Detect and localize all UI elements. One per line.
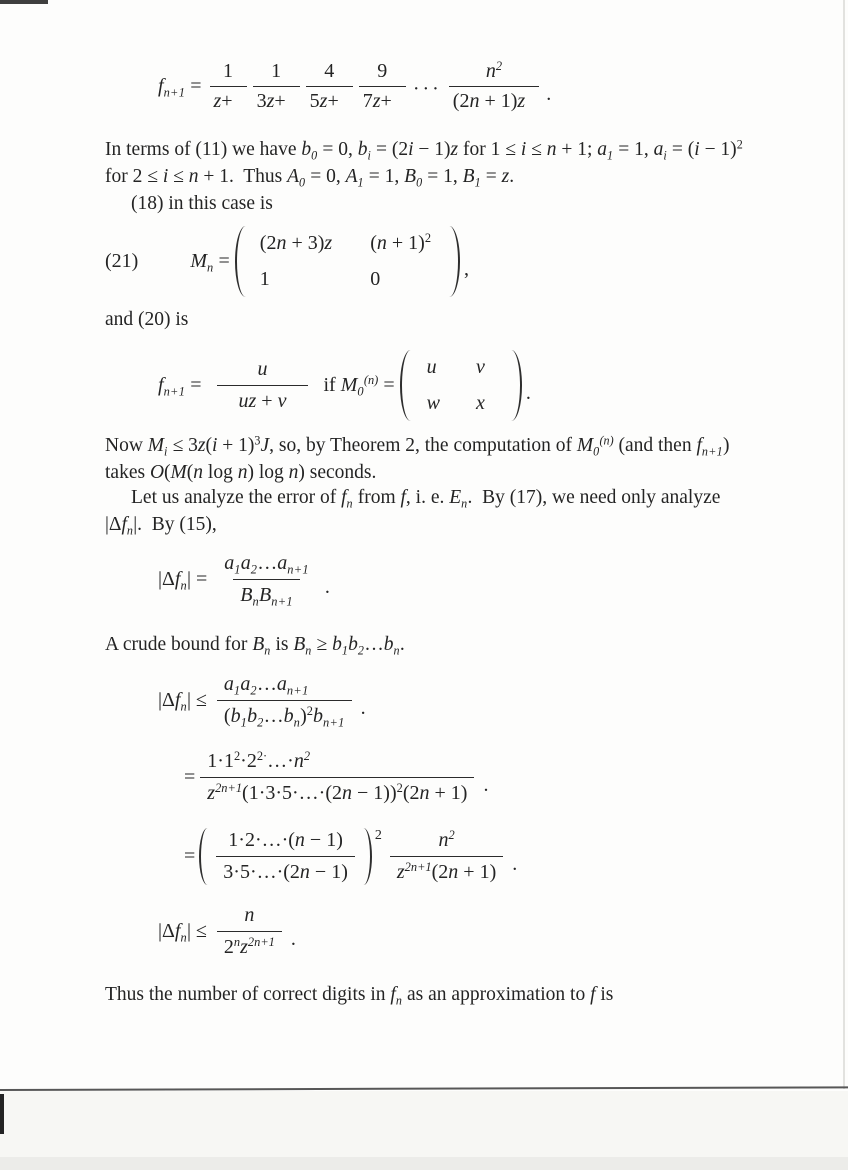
fraction bbox=[217, 903, 282, 960]
right-paren bbox=[445, 226, 460, 297]
fraction-denominator: $B_nB_{n+1}$ bbox=[233, 579, 300, 608]
fraction-denominator: $z^{2n+1}(1\cdot 3\cdot 5\cdot\dots\cdot(2n - 1))^2(2n + 1)$ bbox=[200, 777, 474, 806]
equation-lhs: $M_n$ = bbox=[190, 250, 235, 275]
paragraph-and-20 bbox=[105, 306, 188, 333]
equation-lhs: = bbox=[184, 766, 196, 788]
matrix-cell: (2n + 3)z bbox=[259, 232, 333, 254]
fraction-term-1 bbox=[210, 60, 247, 113]
matrix bbox=[235, 226, 460, 297]
paragraph-line: and (20) is bbox=[105, 309, 189, 330]
paragraph-line: Let us analyze the error of $f_n$ from f, i. e. $E_n$. By (17), we need only analyze bbox=[131, 487, 721, 511]
page-right-edge-line bbox=[843, 0, 845, 1089]
right-paren bbox=[507, 350, 522, 421]
fraction-numerator: $n^2$ bbox=[438, 828, 455, 851]
matrix-cell: u bbox=[426, 356, 437, 378]
paragraph-line: A crude bound for $B_n$ is $B_n$ ≥ $b_1b_2\dots b_n$. bbox=[105, 634, 405, 658]
fraction-numerator: u bbox=[257, 358, 268, 380]
matrix-grid bbox=[415, 350, 507, 421]
fraction-numerator: 9 bbox=[377, 60, 388, 82]
ellipsis-dots: ··· bbox=[412, 78, 442, 100]
equation-bound-3 bbox=[184, 828, 517, 885]
fraction-denominator: uz + v bbox=[217, 385, 309, 414]
fraction-numerator: 1·2·…·(n − 1) bbox=[228, 829, 343, 851]
fraction bbox=[217, 357, 309, 414]
fraction bbox=[216, 828, 355, 885]
equation-21 bbox=[105, 226, 469, 297]
equation-lhs: $|\Delta f_n|$ ≤ bbox=[158, 920, 212, 945]
matrix-cell: x bbox=[475, 392, 485, 414]
equation-lhs: $|\Delta f_n|$ = bbox=[158, 568, 213, 593]
matrix-cell: v bbox=[475, 356, 485, 378]
equation-continued-fraction bbox=[158, 60, 551, 113]
fraction bbox=[217, 551, 316, 608]
equation-20 bbox=[158, 350, 531, 421]
fraction-denominator: 3·5·…·(2n − 1) bbox=[216, 856, 355, 885]
matrix-cell: $(n + 1)^2$ bbox=[370, 231, 432, 254]
fraction-numerator: 4 bbox=[324, 60, 335, 82]
paragraph-thus bbox=[105, 981, 613, 1008]
paragraph-in-terms bbox=[105, 136, 743, 217]
fraction-numerator: $1\cdot 1^2\cdot 2^{2\cdot}\dots\cdot n^2$ bbox=[207, 749, 311, 772]
paragraph-line: In terms of (11) we have $b_0 = 0$, $b_i = (2i - 1)z$ for 1 ≤ i ≤ n + 1; $a_1 = 1$, $a_i = (i - 1)^2$ bbox=[105, 137, 743, 163]
matrix-cell: 0 bbox=[370, 268, 381, 290]
equation-bound-final bbox=[158, 903, 296, 960]
right-paren bbox=[360, 828, 372, 885]
fraction-term-3 bbox=[306, 60, 353, 113]
equation-period: . bbox=[290, 927, 296, 950]
fraction-numerator: 1 bbox=[223, 60, 234, 82]
fraction-numerator: 1 bbox=[271, 60, 282, 82]
paragraph-line: Now $M_i \le 3z(i + 1)^3J$, so, by Theorem 2, the computation of $M_0^{(n)}$ (and then $f_{n+1}$) bbox=[105, 433, 730, 459]
fraction bbox=[200, 749, 474, 806]
equation-15 bbox=[158, 551, 330, 608]
equation-number-label: (21) bbox=[105, 250, 139, 272]
fraction bbox=[390, 828, 503, 885]
scanner-bottom-strip bbox=[0, 1157, 848, 1170]
matrix-cell: w bbox=[426, 392, 440, 414]
equation-period: . bbox=[360, 696, 366, 719]
equation-period: . bbox=[483, 773, 489, 796]
fraction-denominator: 5z+ bbox=[306, 86, 353, 113]
fraction-denominator: $(b_1b_2\dots b_n)^2b_{n+1}$ bbox=[217, 700, 352, 729]
equation-bound-2 bbox=[184, 749, 488, 806]
left-paren bbox=[400, 350, 415, 421]
left-paren bbox=[235, 226, 250, 297]
equation-lhs: $|\Delta f_n|$ ≤ bbox=[158, 689, 212, 714]
fraction-numerator: n bbox=[244, 904, 255, 926]
scan-left-artifact bbox=[0, 1094, 4, 1134]
equation-period: . bbox=[525, 381, 531, 404]
fraction-term-2 bbox=[253, 60, 300, 113]
fraction bbox=[217, 672, 352, 729]
equation-lhs: = bbox=[184, 845, 196, 867]
equation-period: . bbox=[512, 852, 518, 875]
paragraph-line: for 2 ≤ i ≤ n + 1. Thus $A_0 = 0$, $A_1 = 1$, $B_0 = 1$, $B_1 = z$. bbox=[105, 166, 515, 190]
fraction-term-last bbox=[449, 60, 539, 113]
matrix-cell: 1 bbox=[259, 268, 270, 290]
equation-bound-1 bbox=[158, 672, 366, 729]
matrix bbox=[400, 350, 522, 421]
paragraph-line: takes O(M(n log n) log n) seconds. bbox=[105, 462, 377, 483]
scan-corner-artifact bbox=[0, 0, 48, 4]
equation-period: . bbox=[324, 575, 330, 598]
paragraph-line: Thus the number of correct digits in $f_n$ as an approximation to f is bbox=[105, 984, 614, 1008]
paragraph-let-us bbox=[105, 484, 720, 538]
equation-lhs: $f_{n+1}$ = bbox=[158, 75, 207, 100]
paragraph-now bbox=[105, 432, 730, 486]
fraction-term-4 bbox=[359, 60, 406, 113]
fraction-denominator: 3z+ bbox=[253, 86, 300, 113]
squared-exponent: 2 bbox=[374, 828, 382, 843]
equation-condition: if $M_0^{(n)}$ = bbox=[318, 373, 400, 399]
paragraph-crude-bound bbox=[105, 631, 405, 658]
fraction-denominator: $2^nz^{2n+1}$ bbox=[217, 931, 282, 960]
fraction-numerator: $n^2$ bbox=[485, 59, 503, 82]
paragraph-line: $|\Delta f_n|$. By (15), bbox=[105, 514, 217, 538]
fraction-numerator: $a_1a_2\dots a_{n+1}$ bbox=[223, 673, 309, 698]
equation-period: . bbox=[546, 82, 552, 105]
fraction-denominator: $z^{2n+1}(2n + 1)$ bbox=[390, 856, 503, 885]
fraction-denominator: (2n + 1)z bbox=[449, 86, 539, 113]
matrix-grid bbox=[250, 226, 445, 297]
equation-lhs: $f_{n+1}$ = bbox=[158, 374, 207, 399]
left-paren bbox=[199, 828, 211, 885]
parenthesized-fraction bbox=[199, 828, 385, 885]
paragraph-line: (18) in this case is bbox=[131, 193, 273, 214]
fraction-numerator: $a_1a_2\dots a_{n+1}$ bbox=[224, 552, 309, 577]
fraction-denominator: z+ bbox=[210, 86, 247, 113]
equation-comma: , bbox=[464, 257, 470, 280]
fraction-denominator: 7z+ bbox=[359, 86, 406, 113]
